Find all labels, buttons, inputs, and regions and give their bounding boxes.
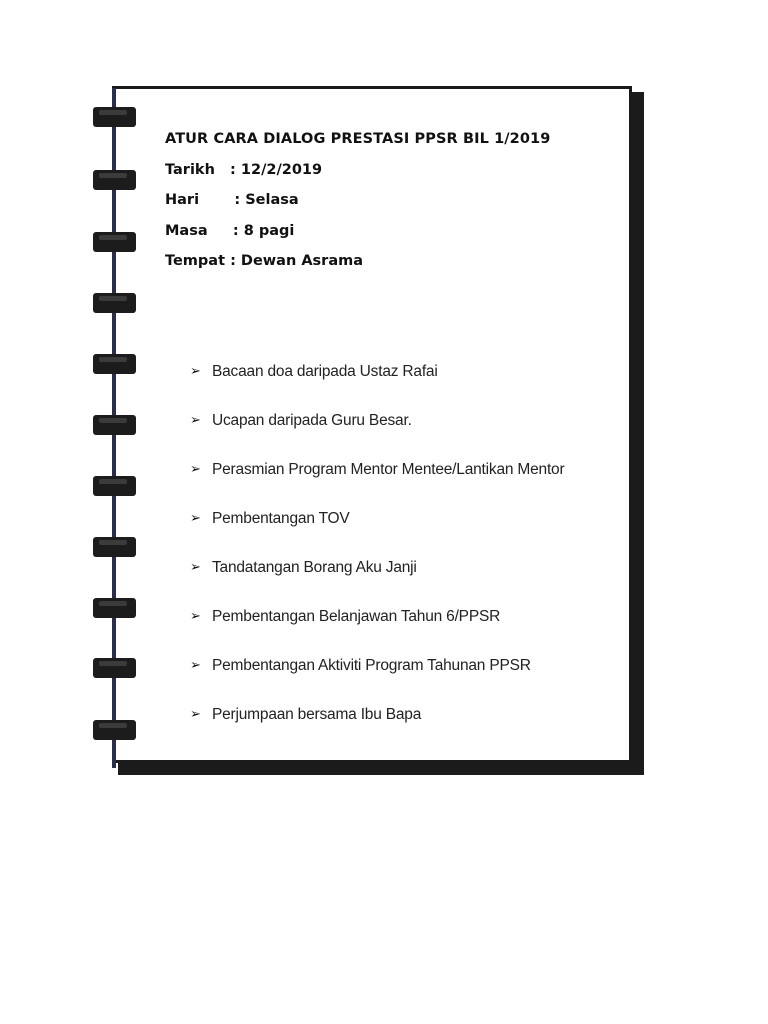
spiral-ring-icon (93, 170, 136, 190)
arrowhead-bullet-icon: ➢ (190, 511, 201, 526)
arrowhead-bullet-icon: ➢ (190, 658, 201, 673)
list-item (190, 361, 564, 410)
detail-row-date (165, 155, 550, 186)
agenda-list (190, 361, 564, 753)
detail-row-day (165, 185, 550, 216)
spiral-ring-icon (93, 598, 136, 618)
list-item (190, 459, 564, 508)
arrowhead-bullet-icon: ➢ (190, 609, 201, 624)
spiral-ring-icon (93, 537, 136, 557)
spiral-ring-icon (93, 476, 136, 496)
agenda-item-text: Pembentangan TOV (212, 510, 350, 527)
detail-label: Hari (165, 192, 235, 208)
document-title: ATUR CARA DIALOG PRESTASI PPSR BIL 1/2019 (165, 131, 551, 147)
spiral-ring-icon (93, 232, 136, 252)
detail-value: : Selasa (234, 192, 299, 208)
detail-row-time (165, 216, 550, 247)
detail-row-venue (165, 246, 550, 277)
agenda-item-text: Perjumpaan bersama Ibu Bapa (212, 706, 422, 723)
agenda-item-text: Ucapan daripada Guru Besar. (212, 412, 412, 429)
spiral-ring-icon (93, 415, 136, 435)
detail-label: Masa (165, 222, 233, 239)
detail-value: : 12/2/2019 (230, 161, 323, 178)
list-item (190, 557, 564, 606)
spiral-ring-icon (93, 658, 136, 678)
detail-label: Tarikh (165, 161, 231, 178)
spiral-ring-icon (93, 720, 136, 740)
arrowhead-bullet-icon: ➢ (190, 413, 201, 428)
arrowhead-bullet-icon: ➢ (190, 707, 201, 722)
agenda-item-text: Perasmian Program Mentor Mentee/Lantikan Mentor (212, 461, 565, 478)
agenda-item-text: Bacaan doa daripada Ustaz Rafai (212, 363, 438, 380)
list-item (190, 606, 564, 655)
header-block (165, 124, 550, 277)
arrowhead-bullet-icon: ➢ (190, 462, 201, 477)
list-item (190, 508, 564, 557)
agenda-item-text: Pembentangan Aktiviti Program Tahunan PPSR (212, 657, 531, 674)
list-item (190, 655, 564, 704)
arrowhead-bullet-icon: ➢ (190, 560, 201, 575)
detail-value: : Dewan Asrama (230, 253, 364, 269)
arrowhead-bullet-icon: ➢ (190, 364, 201, 379)
spiral-ring-icon (93, 293, 136, 313)
list-item (190, 410, 564, 459)
detail-label: Tempat (165, 253, 231, 269)
spiral-ring-icon (93, 354, 136, 374)
spiral-ring-icon (93, 107, 136, 127)
list-item (190, 704, 564, 753)
agenda-item-text: Pembentangan Belanjawan Tahun 6/PPSR (212, 608, 501, 625)
agenda-item-text: Tandatangan Borang Aku Janji (212, 559, 417, 576)
detail-value: : 8 pagi (232, 222, 295, 239)
